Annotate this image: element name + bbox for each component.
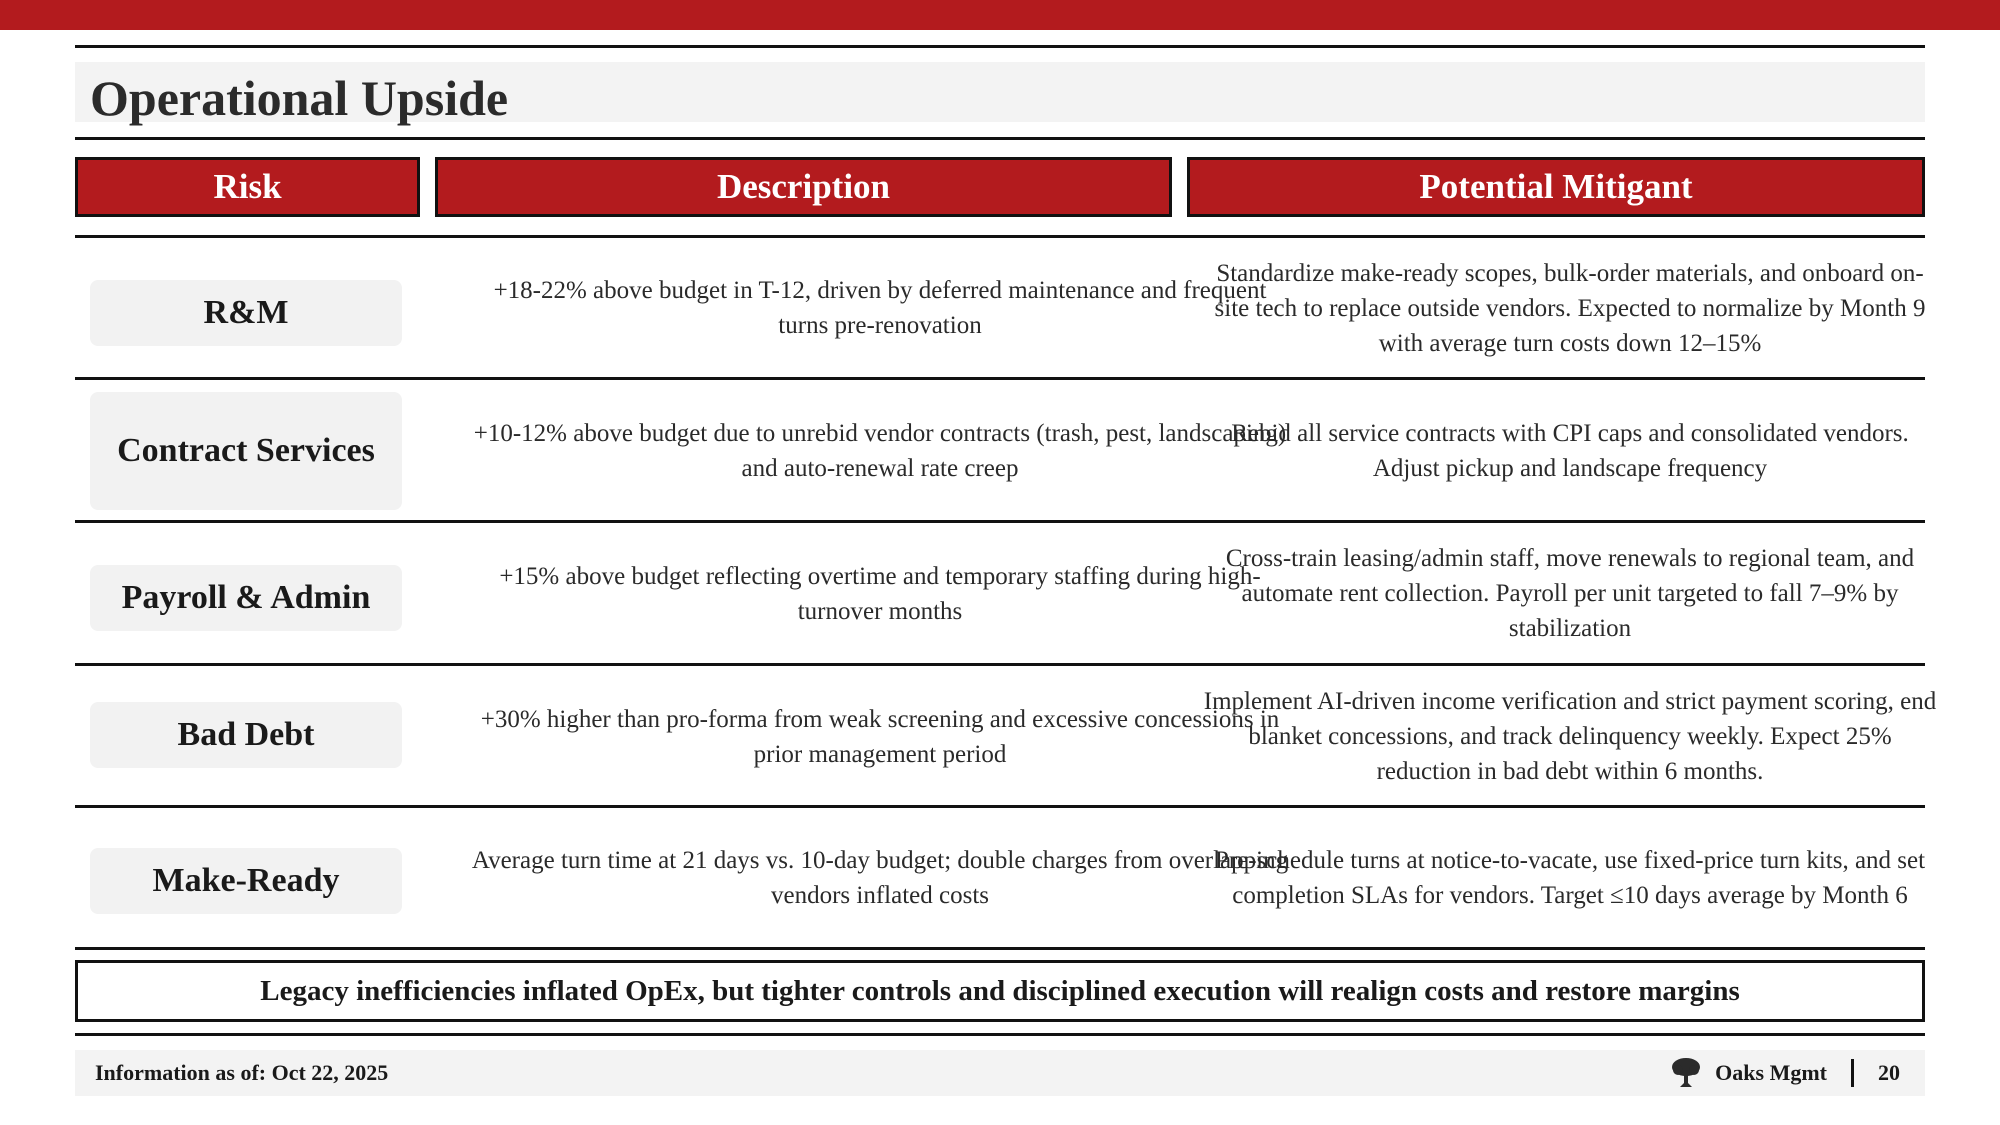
table-row <box>75 523 1925 664</box>
footer-separator <box>1851 1059 1854 1087</box>
brand-name: Oaks Mgmt <box>1715 1060 1827 1085</box>
risk-label: Make-Ready <box>90 848 402 914</box>
header-risk: Risk <box>75 157 420 217</box>
footer-top-rule <box>75 1033 1925 1036</box>
table-row <box>75 380 1925 521</box>
summary-callout: Legacy inefficiencies inflated OpEx, but tighter controls and disciplined execution will realign costs and restore margins <box>75 960 1925 1022</box>
risk-label: R&M <box>90 280 402 346</box>
risk-description: +15% above budget reflecting overtime and temporary staffing during high-turnover months <box>499 562 1261 625</box>
header-potential-mitigant: Potential Mitigant <box>1187 157 1925 217</box>
risk-label: Payroll & Admin <box>90 565 402 631</box>
table-row <box>75 808 1925 948</box>
table-bottom-rule <box>75 947 1925 950</box>
risk-mitigant: Cross-train leasing/admin staff, move renewals to regional team, and automate rent collection. Payroll per unit targeted to fall 7–9% by stabilization <box>1225 545 1915 642</box>
risk-label: Contract Services <box>90 392 402 510</box>
risk-label: Bad Debt <box>90 702 402 768</box>
title-bottom-rule <box>75 137 1925 140</box>
table-row <box>75 666 1937 807</box>
top-accent-bar <box>0 0 2000 30</box>
risk-mitigant: Pre-schedule turns at notice-to-vacate, use fixed-price turn kits, and set completion SLAs for vendors. Target ≤10 days average by Month 6 <box>1214 847 1926 909</box>
page-number: 20 <box>1878 1060 1900 1085</box>
info-date: Information as of: Oct 22, 2025 <box>95 1060 389 1085</box>
footer-brand-group <box>1669 1050 1900 1096</box>
risk-description: +30% higher than pro-forma from weak screening and excessive concessions in prior management period <box>480 705 1280 768</box>
risk-description: +10-12% above budget due to unrebid vendor contracts (trash, pest, landscaping) and auto-renewal rate creep <box>473 419 1287 482</box>
table-row <box>75 238 1925 378</box>
header-description: Description <box>435 157 1172 217</box>
oak-tree-icon <box>1669 1056 1703 1090</box>
risk-mitigant: Implement AI-driven income verification and strict payment scoring, end blanket concessions, and track delinquency weekly. Expect 25% reduction in bad debt within 6 months. <box>1203 688 1937 785</box>
risk-mitigant: Rebid all service contracts with CPI caps and consolidated vendors. Adjust pickup and landscape frequency <box>1231 419 1909 482</box>
risk-mitigant: Standardize make-ready scopes, bulk-order materials, and onboard on-site tech to replace outside vendors. Expected to normalize by Month 9 with average turn costs down 12–15% <box>1214 259 1926 357</box>
title-top-rule <box>75 45 1925 48</box>
risk-description: Average turn time at 21 days vs. 10-day budget; double charges from overlapping vendors inflated costs <box>471 847 1289 909</box>
risk-description: +18-22% above budget in T-12, driven by deferred maintenance and frequent turns pre-renovation <box>493 277 1267 339</box>
page-title: Operational Upside <box>90 70 509 126</box>
